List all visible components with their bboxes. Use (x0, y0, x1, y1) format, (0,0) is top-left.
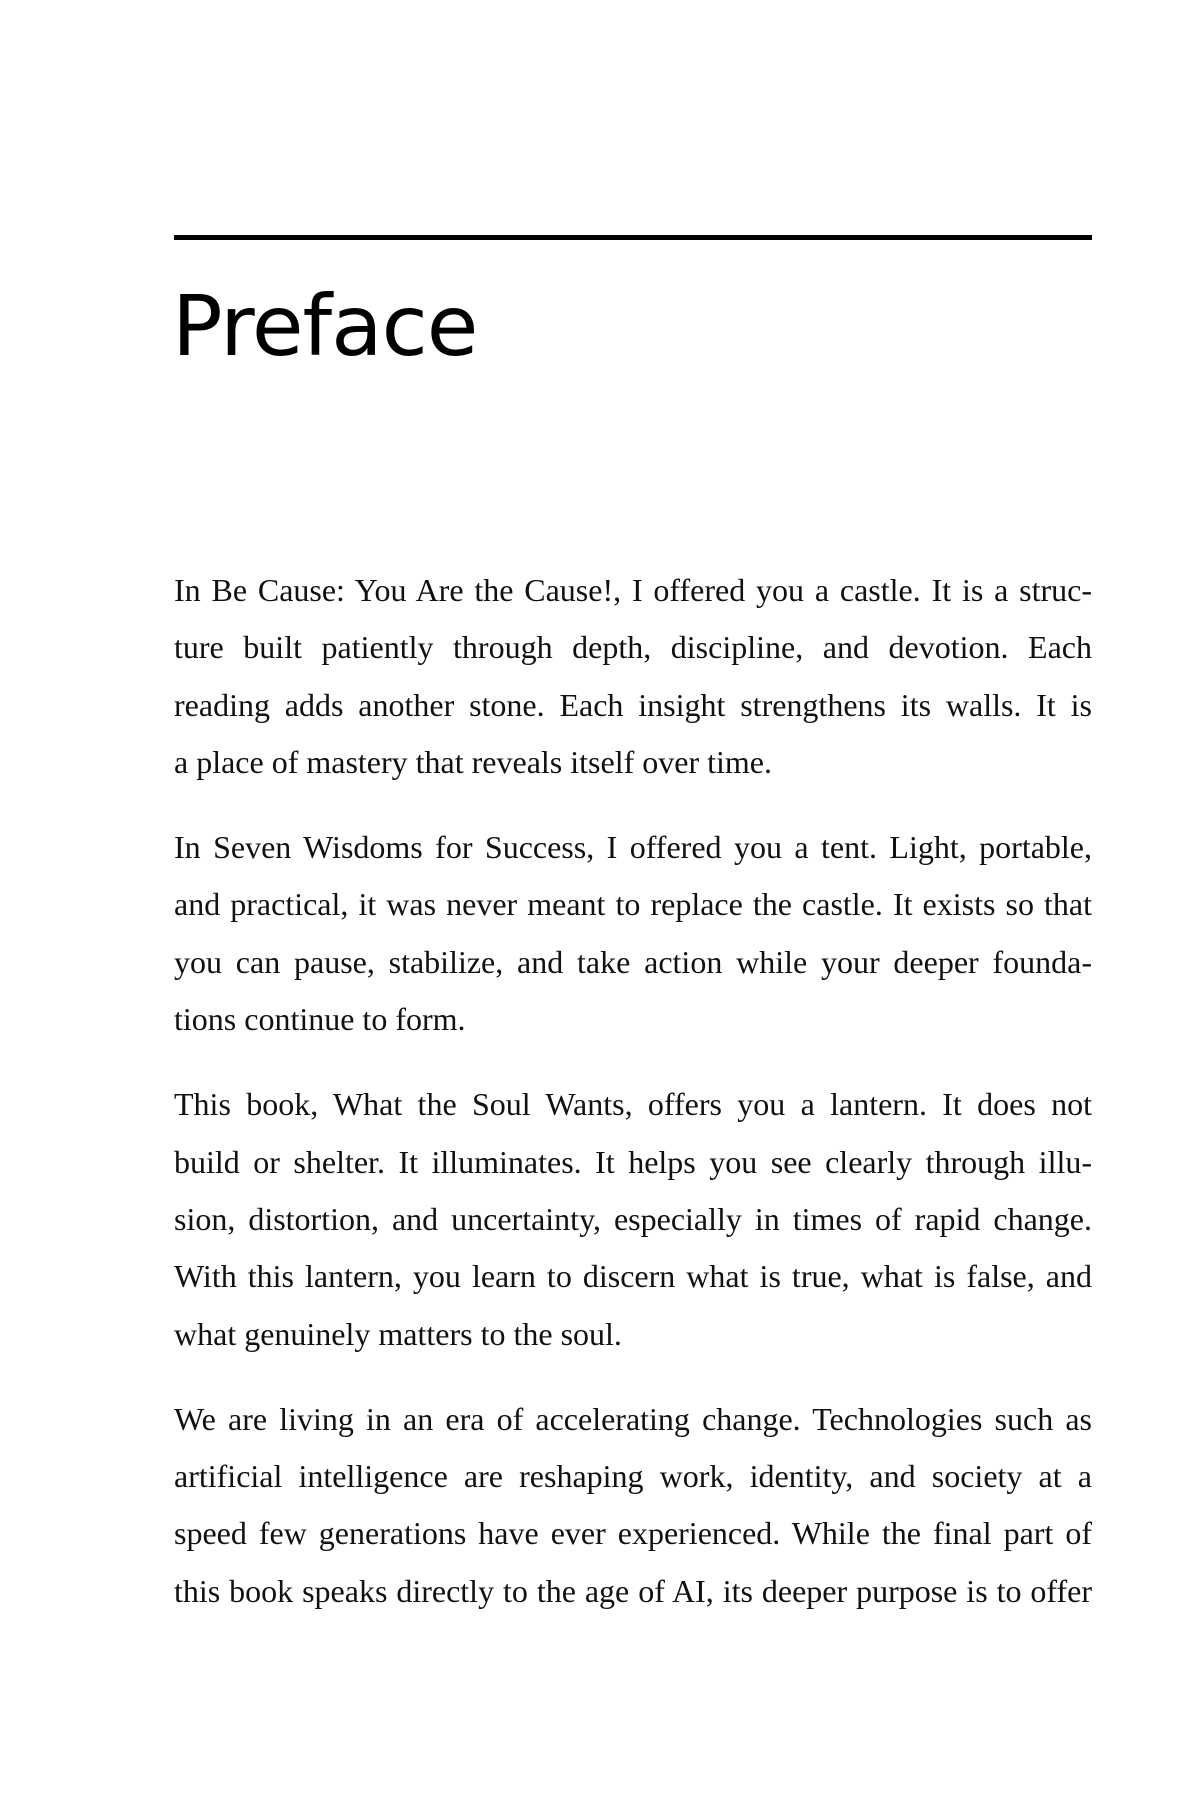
text-line: In Seven Wisdoms for Success, I offered you a tent. Light, portable, (174, 829, 1092, 866)
text-line: what genuinely matters to the soul. (174, 1315, 622, 1352)
text-line: reading adds another stone. Each insight strengthens its walls. It is (174, 686, 1092, 723)
paragraph-3 (174, 1076, 1092, 1362)
text-line: sion, distortion, and uncertainty, especially in times of rapid change. (174, 1200, 1092, 1237)
paragraph-1 (174, 562, 1092, 791)
text-line: you can pause, stabilize, and take action while your deeper founda- (174, 943, 1092, 980)
text-line: This book, What the Soul Wants, offers you a lantern. It does not (174, 1086, 1092, 1123)
text-line: and practical, it was never meant to replace the castle. It exists so that (174, 886, 1092, 923)
text-line: tions continue to form. (174, 1001, 466, 1038)
text-line: build or shelter. It illuminates. It helps you see clearly through illu- (174, 1143, 1092, 1180)
text-line: ture built patiently through depth, discipline, and devotion. Each (174, 629, 1092, 666)
text-line: In Be Cause: You Are the Cause!, I offered you a castle. It is a struc- (174, 572, 1092, 608)
text-line: We are living in an era of accelerating change. Technologies such as (174, 1400, 1092, 1437)
text-line: speed few generations have ever experienced. While the final part of (174, 1515, 1092, 1552)
paragraph-4 (174, 1391, 1092, 1620)
text-line: artificial intelligence are reshaping work, identity, and society at a (174, 1458, 1092, 1495)
chapter-body (174, 562, 1092, 1648)
chapter-rule (174, 235, 1092, 240)
text-line: With this lantern, you learn to discern what is true, what is false, and (174, 1258, 1092, 1295)
paragraph-2 (174, 819, 1092, 1048)
text-line: a place of mastery that reveals itself over time. (174, 743, 772, 780)
text-line: this book speaks directly to the age of AI, its deeper purpose is to offer (174, 1572, 1092, 1609)
chapter-title: Preface (172, 277, 478, 375)
